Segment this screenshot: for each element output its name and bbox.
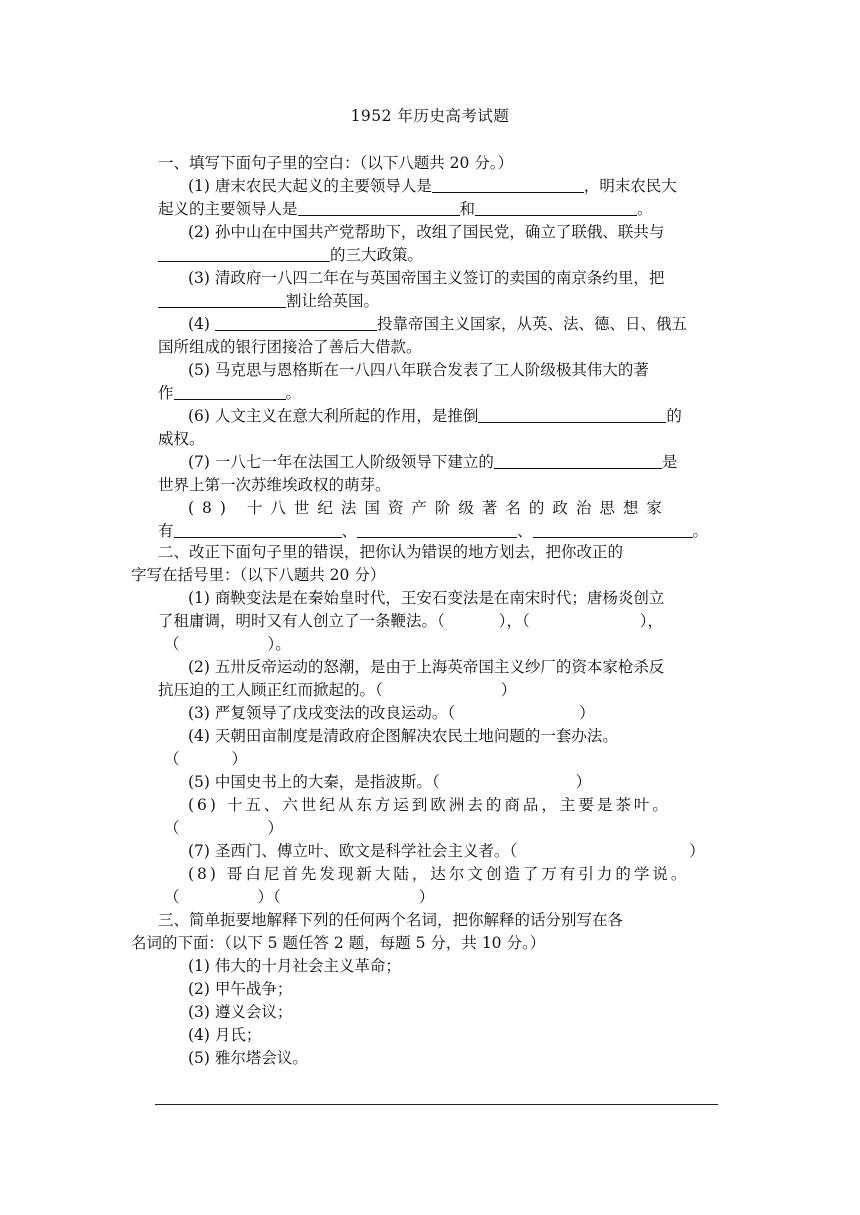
- s1-q1-line2: 起义的主要领导人是 和 。: [158, 200, 653, 218]
- section3-heading-line1: 三、简单扼要地解释下列的任何两个名词，把你解释的话分别写在各: [158, 911, 624, 929]
- answer-blank[interactable]: [533, 522, 693, 538]
- section2-heading-line1: 二、改正下面句子里的错误，把你认为错误的地方划去，把你改正的: [158, 543, 624, 561]
- s2-q8-line1: (8) 哥白尼首先发现新大陆，达尔文创造了万有引力的学说。: [188, 865, 690, 883]
- section2-heading-line2: 字写在括号里：（以下八题共 20 分）: [131, 566, 386, 584]
- s1-q3-line2: 割让给英国。: [158, 290, 379, 312]
- s2-q1-line2: 了租庸调，明时又有人创立了一条鞭法。（ ），（ ），: [158, 612, 664, 630]
- section1-heading: 一、填写下面句子里的空白：（以下八题共 20 分。）: [158, 154, 514, 172]
- s2-q1-line3: （ ）。: [164, 635, 291, 653]
- section3-heading-line2: 名词的下面：（以下 5 题任答 2 题，每题 5 分，共 10 分。）: [131, 934, 546, 952]
- s2-q8-line2: （ ）（ ）: [164, 888, 435, 906]
- answer-blank[interactable]: [158, 292, 286, 308]
- s2-q6-line2: （ ）: [164, 819, 284, 837]
- s2-q2-line1: (2) 五卅反帝运动的怒潮，是由于上海英帝国主义纱厂的资本家枪杀反: [188, 658, 665, 676]
- s3-item: (3) 遵义会议；: [188, 1003, 293, 1021]
- s2-q4-line1: (4) 天朝田亩制度是清政府企图解决农民土地问题的一套办法。: [188, 727, 618, 745]
- s2-q2-line2: 抗压迫的工人顾正红而掀起的。（ ）: [158, 681, 517, 699]
- page-title: 1952 年历史高考试题: [350, 107, 510, 125]
- s1-q6-line2: 威权。: [158, 430, 205, 448]
- s1-q1-line1: (1) 唐末农民大起义的主要领导人是 ，明末农民大: [188, 177, 677, 195]
- s1-q5-line2: 作 。: [158, 384, 302, 402]
- s1-q2-line2: 的三大政策。: [158, 244, 423, 266]
- s1-q4-line1: (4) 投靠帝国主义国家，从英、法、德、日、俄五: [188, 315, 687, 333]
- s1-q7-line1: (7) 一八七一年在法国工人阶级领导下建立的 是: [188, 453, 678, 471]
- s1-q2-line1: (2) 孙中山在中国共产党帮助下，改组了国民党，确立了联俄、联共与: [188, 223, 665, 241]
- answer-blank[interactable]: [215, 315, 377, 331]
- s1-q3-line1: (3) 清政府一八四二年在与英国帝国主义签订的卖国的南京条约里，把: [188, 269, 665, 287]
- s3-item: (2) 甲午战争；: [188, 980, 293, 998]
- s2-q3-line1: (3) 严复领导了戊戌变法的改良运动。（ ）: [188, 704, 595, 722]
- s1-q5-line1: (5) 马克思与恩格斯在一八四八年联合发表了工人阶级极其伟大的著: [188, 361, 649, 379]
- s1-q8-line1: (8) 十八世纪法国资产阶级著名的政治思想家: [188, 499, 670, 517]
- s2-q1-line1: (1) 商鞅变法是在秦始皇时代，王安石变法是在南宋时代；唐杨炎创立: [188, 589, 665, 607]
- answer-blank[interactable]: [158, 246, 330, 262]
- answer-blank[interactable]: [174, 384, 286, 400]
- answer-blank[interactable]: [357, 522, 517, 538]
- s1-q6-line1: (6) 人文主义在意大利所起的作用，是推倒 的: [188, 407, 682, 425]
- s3-item: (1) 伟大的十月社会主义革命；: [188, 957, 401, 975]
- answer-blank[interactable]: [475, 200, 637, 216]
- answer-blank[interactable]: [494, 453, 662, 469]
- answer-blank[interactable]: [432, 177, 584, 193]
- s2-q5-line1: (5) 中国史书上的大秦，是指波斯。（ ）: [188, 773, 592, 791]
- answer-blank[interactable]: [298, 200, 460, 216]
- s1-q8-line2: 有 、 、 。: [158, 522, 709, 540]
- s3-item: (5) 雅尔塔会议。: [188, 1049, 308, 1067]
- answer-blank[interactable]: [174, 522, 342, 538]
- s1-q7-line2: 世界上第一次苏维埃政权的萌芽。: [158, 476, 391, 494]
- s2-q4-line2: （ ）: [164, 750, 248, 768]
- answer-blank[interactable]: [478, 407, 666, 423]
- s2-q6-line1: (6) 十五、六世纪从东方运到欧洲去的商品，主要是茶叶。: [188, 796, 671, 814]
- s3-item: (4) 月氏；: [188, 1026, 262, 1044]
- s2-q7-line1: (7) 圣西门、傅立叶、欧文是科学社会主义者。（ ）: [188, 842, 705, 860]
- footer-divider: [155, 1104, 718, 1105]
- s1-q4-line2: 国所组成的银行团接洽了善后大借款。: [158, 338, 422, 356]
